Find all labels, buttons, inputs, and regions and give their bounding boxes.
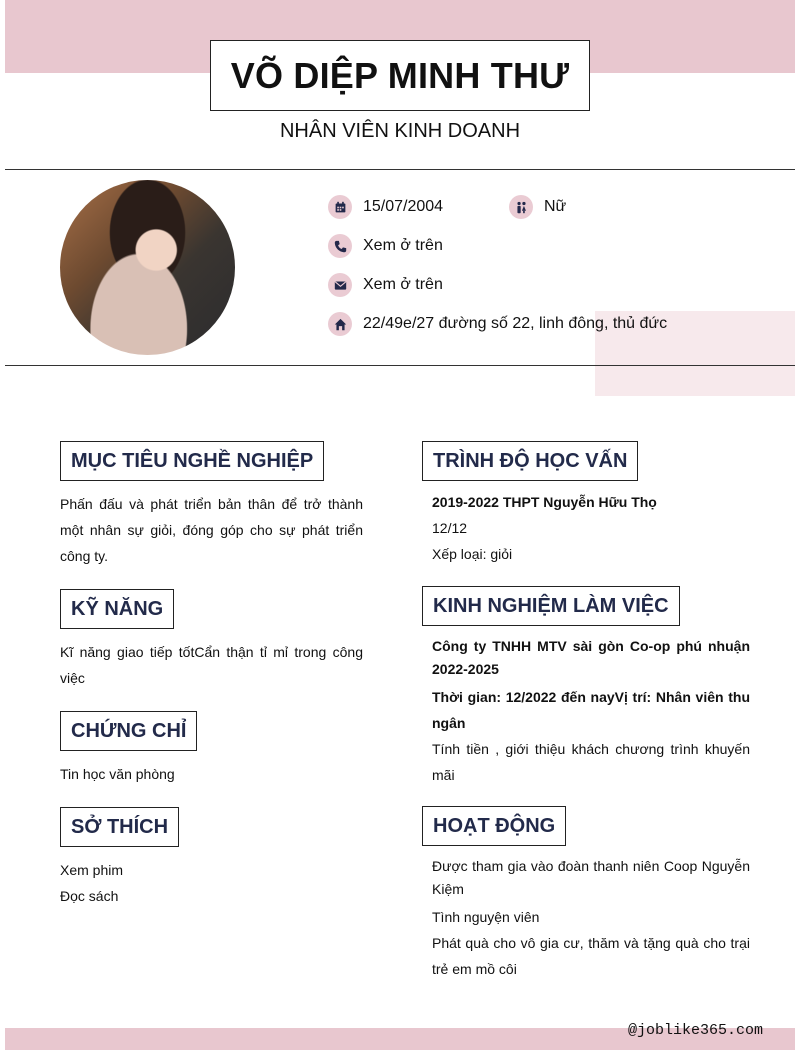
email-value: Xem ở trên [363,276,443,293]
gender-icon [509,195,533,219]
objective-text: Phấn đấu và phát triển bản thân để trở thành một nhân sự giỏi, đóng góp cho sự phát triển công ty. [60,496,363,564]
hobby-item: Đọc sách [60,888,119,904]
activity-item: Được tham gia vào đoàn thanh niên Coop Nguyễn Kiệm [432,858,750,897]
education-heading: TRÌNH ĐỘ HỌC VẤN [422,441,638,481]
skills-text: Kĩ năng giao tiếp tốtCẩn thận tỉ mỉ trong công việc [60,644,363,686]
activities-list [432,855,750,982]
phone-value: Xem ở trên [363,237,443,254]
activities-heading: HOẠT ĐỘNG [422,806,566,846]
birthday-row [328,195,443,219]
phone-icon [328,234,352,258]
gender-value: Nữ [544,198,567,215]
objective-heading: MỤC TIÊU NGHỀ NGHIỆP [60,441,324,481]
certificates-text: Tin học văn phòng [60,766,175,782]
birthday-value: 15/07/2004 [363,198,444,215]
hobby-item: Xem phim [60,862,124,878]
avatar [60,180,235,355]
phone-row [328,234,443,258]
experience-period: Thời gian: 12/2022 đến nayVị trí: Nhân viên thu ngân [432,689,750,731]
education-rank: Xếp loại: giỏi [432,546,513,562]
divider-top [5,169,795,170]
education-grade: 12/12 [432,520,468,536]
calendar-icon [328,195,352,219]
experience-heading: KINH NGHIỆM LÀM VIỆC [422,586,680,626]
hobbies-heading: SỞ THÍCH [60,807,179,847]
gender-row [509,195,566,219]
job-title: NHÂN VIÊN KINH DOANH [279,120,521,142]
experience-description: Tính tiền , giới thiệu khách chương trình khuyến mãi [432,741,750,783]
divider-bottom [5,365,795,366]
skills-heading: KỸ NĂNG [60,589,174,629]
experience-block [432,635,750,788]
address-value: 22/49e/27 đường số 22, linh đông, thủ đức [363,315,668,332]
certificates-heading: CHỨNG CHỈ [60,711,197,751]
address-row [328,312,667,336]
activity-item: Tình nguyện viên [432,909,540,925]
activity-item: Phát quà cho vô gia cư, thăm và tặng quà cho trại trẻ em mồ côi [432,935,750,977]
candidate-name: VÕ DIỆP MINH THƯ [210,40,590,111]
education-block [432,489,750,567]
watermark: @joblike365.com [628,1022,764,1039]
email-row [328,273,443,297]
home-icon [328,312,352,336]
hobbies-list [60,857,363,909]
experience-company: Công ty TNHH MTV sài gòn Co-op phú nhuận 2022-2025 [432,638,750,677]
education-school: 2019-2022 THPT Nguyễn Hữu Thọ [432,494,657,510]
email-icon [328,273,352,297]
